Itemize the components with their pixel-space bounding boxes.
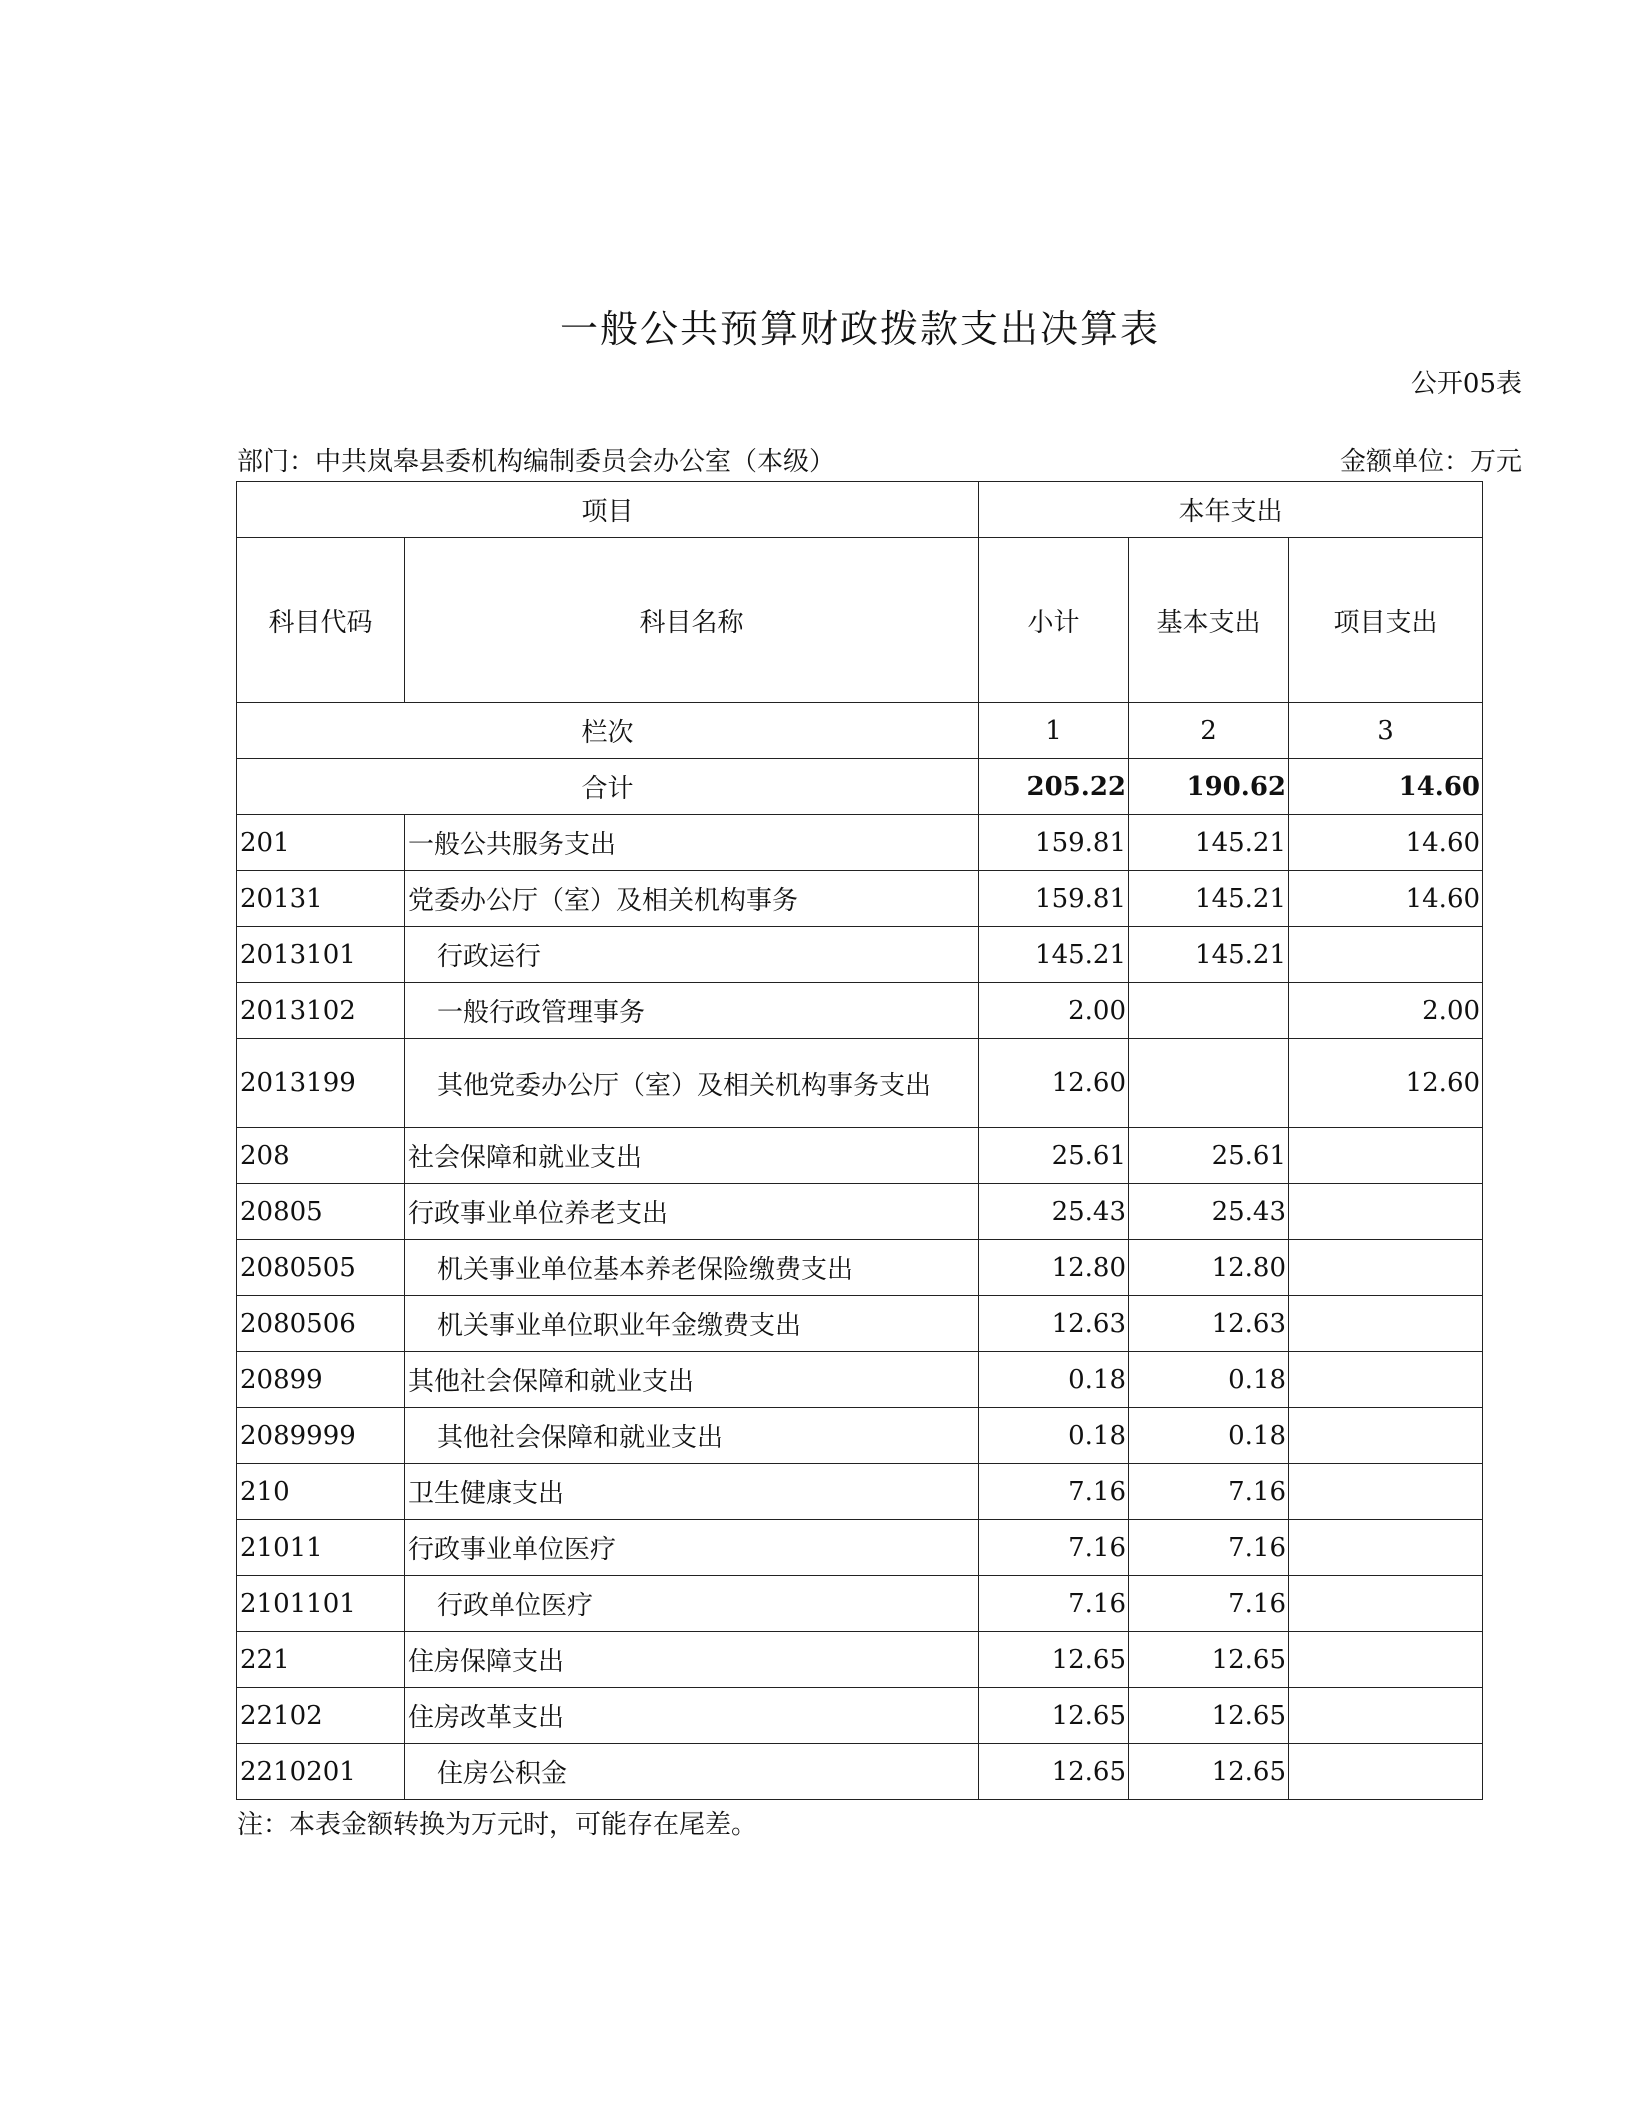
total-basic: 190.62 — [1129, 759, 1289, 815]
row-subtotal: 7.16 — [979, 1520, 1129, 1576]
row-subtotal: 0.18 — [979, 1408, 1129, 1464]
row-code: 2013102 — [237, 983, 405, 1039]
header-name: 科目名称 — [405, 538, 979, 703]
row-subtotal: 2.00 — [979, 983, 1129, 1039]
row-name: 一般行政管理事务 — [405, 983, 979, 1039]
row-name: 其他党委办公厅（室）及相关机构事务支出 — [405, 1039, 979, 1128]
table-row — [237, 1408, 1483, 1464]
row-name: 机关事业单位基本养老保险缴费支出 — [405, 1240, 979, 1296]
row-name: 行政单位医疗 — [405, 1576, 979, 1632]
row-subtotal: 0.18 — [979, 1352, 1129, 1408]
header-row-top — [237, 482, 1483, 538]
row-project: 14.60 — [1289, 815, 1483, 871]
expenditure-table — [236, 481, 1483, 1800]
row-basic — [1129, 983, 1289, 1039]
table-row — [237, 1744, 1483, 1800]
row-project — [1289, 1352, 1483, 1408]
table-row — [237, 1184, 1483, 1240]
row-subtotal: 25.43 — [979, 1184, 1129, 1240]
row-subtotal: 159.81 — [979, 871, 1129, 927]
row-basic: 7.16 — [1129, 1520, 1289, 1576]
row-code: 2013101 — [237, 927, 405, 983]
row-code: 2089999 — [237, 1408, 405, 1464]
row-basic: 12.80 — [1129, 1240, 1289, 1296]
row-name: 卫生健康支出 — [405, 1464, 979, 1520]
header-current-year: 本年支出 — [979, 482, 1483, 538]
row-project — [1289, 1240, 1483, 1296]
table-row — [237, 1296, 1483, 1352]
row-code: 221 — [237, 1632, 405, 1688]
amount-unit-label: 金额单位：万元 — [1339, 447, 1522, 477]
row-project — [1289, 1576, 1483, 1632]
column-order-2: 2 — [1129, 703, 1289, 759]
table-row — [237, 1632, 1483, 1688]
table-row — [237, 1688, 1483, 1744]
row-name: 社会保障和就业支出 — [405, 1128, 979, 1184]
form-number: 公开05表 — [1410, 369, 1522, 399]
header-subtotal: 小计 — [979, 538, 1129, 703]
table-row — [237, 871, 1483, 927]
row-basic: 25.43 — [1129, 1184, 1289, 1240]
table-row — [237, 927, 1483, 983]
row-code: 20899 — [237, 1352, 405, 1408]
total-row — [237, 759, 1483, 815]
row-project — [1289, 1408, 1483, 1464]
row-basic: 0.18 — [1129, 1352, 1289, 1408]
row-name: 党委办公厅（室）及相关机构事务 — [405, 871, 979, 927]
row-project — [1289, 927, 1483, 983]
table-row — [237, 1039, 1483, 1128]
row-name: 其他社会保障和就业支出 — [405, 1352, 979, 1408]
header-project: 项目 — [237, 482, 979, 538]
table-row — [237, 1240, 1483, 1296]
row-subtotal: 7.16 — [979, 1576, 1129, 1632]
table-row — [237, 1128, 1483, 1184]
row-project — [1289, 1128, 1483, 1184]
column-order-label: 栏次 — [237, 703, 979, 759]
row-subtotal: 25.61 — [979, 1128, 1129, 1184]
column-order-3: 3 — [1289, 703, 1483, 759]
row-code: 2101101 — [237, 1576, 405, 1632]
row-basic: 7.16 — [1129, 1576, 1289, 1632]
row-name: 机关事业单位职业年金缴费支出 — [405, 1296, 979, 1352]
row-name: 住房保障支出 — [405, 1632, 979, 1688]
header-row-columns — [237, 538, 1483, 703]
row-code: 2210201 — [237, 1744, 405, 1800]
row-name: 住房公积金 — [405, 1744, 979, 1800]
row-project — [1289, 1744, 1483, 1800]
row-project: 12.60 — [1289, 1039, 1483, 1128]
row-project: 14.60 — [1289, 871, 1483, 927]
row-basic: 12.63 — [1129, 1296, 1289, 1352]
row-basic — [1129, 1039, 1289, 1128]
table-row — [237, 1520, 1483, 1576]
row-basic: 12.65 — [1129, 1688, 1289, 1744]
row-basic: 0.18 — [1129, 1408, 1289, 1464]
department-label: 部门：中共岚皋县委机构编制委员会办公室（本级） — [237, 447, 836, 477]
row-basic: 145.21 — [1129, 815, 1289, 871]
total-subtotal: 205.22 — [979, 759, 1129, 815]
row-project — [1289, 1520, 1483, 1576]
row-subtotal: 12.63 — [979, 1296, 1129, 1352]
row-code: 201 — [237, 815, 405, 871]
row-name: 行政事业单位医疗 — [405, 1520, 979, 1576]
row-code: 20805 — [237, 1184, 405, 1240]
row-subtotal: 7.16 — [979, 1464, 1129, 1520]
page-title: 一般公共预算财政拨款支出决算表 — [559, 307, 1160, 351]
row-subtotal: 12.65 — [979, 1744, 1129, 1800]
column-order-row — [237, 703, 1483, 759]
row-subtotal: 12.65 — [979, 1632, 1129, 1688]
table-row — [237, 1352, 1483, 1408]
row-subtotal: 12.80 — [979, 1240, 1129, 1296]
row-subtotal: 159.81 — [979, 815, 1129, 871]
row-code: 2080506 — [237, 1296, 405, 1352]
table-row — [237, 983, 1483, 1039]
column-order-1: 1 — [979, 703, 1129, 759]
row-basic: 25.61 — [1129, 1128, 1289, 1184]
row-name: 行政事业单位养老支出 — [405, 1184, 979, 1240]
footnote: 注：本表金额转换为万元时，可能存在尾差。 — [237, 1810, 758, 1840]
header-code: 科目代码 — [237, 538, 405, 703]
row-project — [1289, 1464, 1483, 1520]
total-project: 14.60 — [1289, 759, 1483, 815]
row-code: 22102 — [237, 1688, 405, 1744]
row-basic: 145.21 — [1129, 927, 1289, 983]
row-name: 其他社会保障和就业支出 — [405, 1408, 979, 1464]
row-project — [1289, 1296, 1483, 1352]
row-code: 208 — [237, 1128, 405, 1184]
row-code: 21011 — [237, 1520, 405, 1576]
row-code: 210 — [237, 1464, 405, 1520]
row-name: 住房改革支出 — [405, 1688, 979, 1744]
header-basic: 基本支出 — [1129, 538, 1289, 703]
row-subtotal: 12.65 — [979, 1688, 1129, 1744]
total-label: 合计 — [237, 759, 979, 815]
row-basic: 7.16 — [1129, 1464, 1289, 1520]
row-code: 2013199 — [237, 1039, 405, 1128]
row-project — [1289, 1688, 1483, 1744]
row-basic: 12.65 — [1129, 1744, 1289, 1800]
row-code: 2080505 — [237, 1240, 405, 1296]
table-row — [237, 1464, 1483, 1520]
row-subtotal: 12.60 — [979, 1039, 1129, 1128]
row-basic: 145.21 — [1129, 871, 1289, 927]
row-project — [1289, 1632, 1483, 1688]
table-row — [237, 1576, 1483, 1632]
row-subtotal: 145.21 — [979, 927, 1129, 983]
row-basic: 12.65 — [1129, 1632, 1289, 1688]
table-row — [237, 815, 1483, 871]
row-name: 行政运行 — [405, 927, 979, 983]
row-project — [1289, 1184, 1483, 1240]
row-code: 20131 — [237, 871, 405, 927]
row-project: 2.00 — [1289, 983, 1483, 1039]
row-name: 一般公共服务支出 — [405, 815, 979, 871]
header-project-expenditure: 项目支出 — [1289, 538, 1483, 703]
